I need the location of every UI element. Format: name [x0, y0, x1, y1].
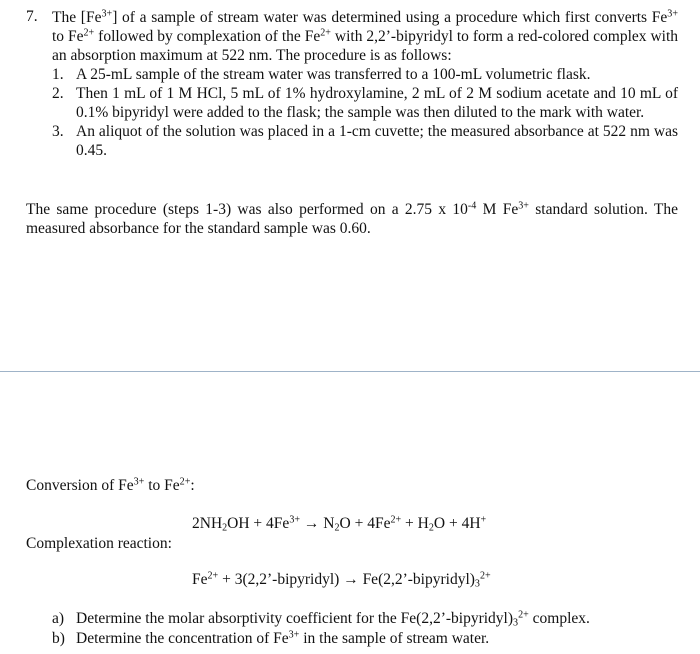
question-part [52, 609, 682, 629]
part-text: Determine the molar absorptivity coefficient for the $Fe(2,2’-bipyridyl)_3^{2+}$ complex. [76, 609, 590, 629]
question-number: 7. [26, 8, 38, 25]
step-text: A 25-mL sample of the stream water was transferred to a 100-mL volumetric flask. [76, 66, 591, 83]
part-label: a) [52, 610, 65, 627]
conversion-equation: $2NH_2OH + 4Fe^{3+} \to N_2O + 4Fe^{2+} + H_2O + 4H^+$ [192, 514, 487, 534]
part-text: Determine the concentration of $Fe^{3+}$ in the sample of stream water. [76, 629, 490, 647]
question-part [52, 629, 682, 649]
procedure-step [52, 122, 678, 160]
standard-solution-paragraph: The same procedure (steps 1-3) was also performed on a 2.75 x $10^{-4}$ M $Fe^{3+}$ standard solution. The measured absorbance for the standard sample was 0.60. [26, 200, 678, 237]
section-divider [0, 371, 700, 372]
part-label: b) [52, 630, 65, 647]
procedure-step [52, 84, 678, 122]
reaction-arrow: → [343, 571, 359, 588]
step-number: 1. [52, 66, 64, 83]
question-parts [52, 609, 682, 649]
step-number: 2. [52, 85, 64, 102]
procedure-steps [52, 65, 678, 160]
step-number: 3. [52, 123, 64, 140]
complexation-label: Complexation reaction: [26, 535, 172, 552]
step-text: Then 1 mL of 1 M HCl, 5 mL of 1% hydroxylamine, 2 mL of 2 M sodium acetate and 10 mL of 0.1% bipyridyl were added to the flask; the sample was then diluted to the mark with water. [76, 85, 678, 121]
complexation-equation: $Fe^{2+}$ + 3(2,2’-bipyridyl) → $Fe(2,2’-bipyridyl)_3^{2+}$ [192, 570, 491, 590]
conversion-label: Conversion of $Fe^{3+}$ to $Fe^{2+}$: [26, 476, 195, 494]
step-text: An aliquot of the solution was placed in a 1-cm cuvette; the measured absorbance at 522 nm was 0.45. [76, 123, 678, 159]
question-intro: The $[Fe^{3+}]$ of a sample of stream water was determined using a procedure which first converts $Fe^{3+}$ to $Fe^{2+}$ followed by complexation of the $Fe^{2+}$ with 2,2’-bipyridyl to form a red-colored complex with an absorption maximum at 522 nm. The procedure is as follows: [52, 8, 679, 64]
reaction-arrow: → [300, 515, 324, 532]
procedure-step [52, 65, 678, 84]
